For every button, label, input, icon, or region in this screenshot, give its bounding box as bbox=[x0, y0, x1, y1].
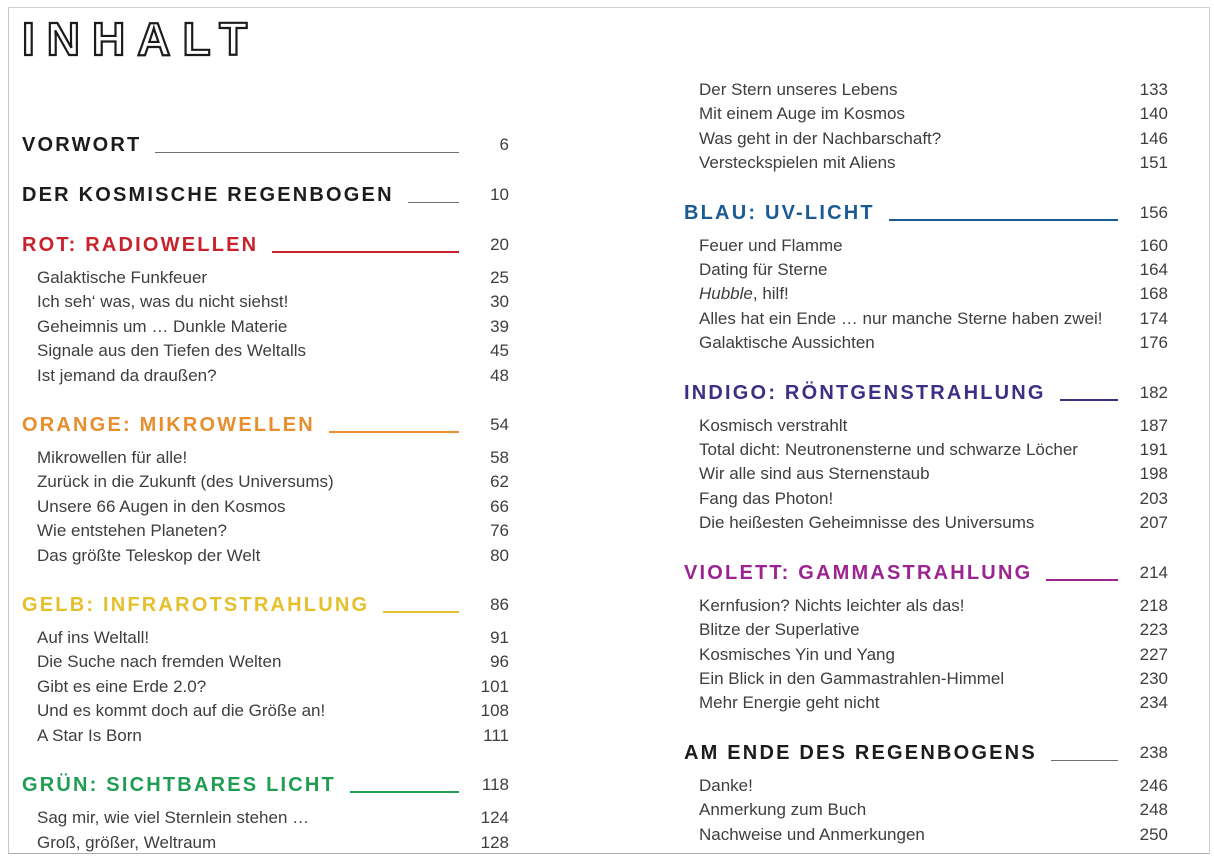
toc-entry bbox=[684, 307, 1168, 331]
page-number: 187 bbox=[1139, 415, 1168, 435]
toc-entry bbox=[22, 470, 509, 494]
page-number: 39 bbox=[490, 316, 509, 336]
page-number: 214 bbox=[1139, 562, 1168, 582]
toc-entry bbox=[684, 78, 1168, 102]
toc-section-heading bbox=[684, 740, 1168, 766]
toc-entry bbox=[22, 495, 509, 519]
toc-section bbox=[22, 132, 509, 158]
page-number: 223 bbox=[1139, 620, 1168, 640]
leader-line bbox=[383, 611, 459, 613]
section-title: DER KOSMISCHE REGENBOGEN bbox=[22, 184, 394, 206]
toc-entry-title: Die heißesten Geheimnisse des Universums bbox=[699, 513, 1035, 533]
toc-entry-title: Und es kommt doch auf die Größe an! bbox=[37, 701, 326, 721]
page-number: 91 bbox=[490, 628, 509, 648]
toc-entry bbox=[22, 290, 509, 314]
toc-entry-title: Alles hat ein Ende … nur manche Sterne haben zwei! bbox=[699, 308, 1103, 328]
page-number: 20 bbox=[490, 235, 509, 254]
toc-section-heading bbox=[684, 560, 1168, 586]
leader-line bbox=[155, 152, 459, 153]
toc-entry-title: Die Suche nach fremden Welten bbox=[37, 652, 282, 672]
page-number: 218 bbox=[1139, 595, 1168, 615]
toc-entry bbox=[22, 806, 509, 830]
toc-entry-title: Der Stern unseres Lebens bbox=[699, 80, 898, 99]
leader-line bbox=[350, 791, 459, 793]
page-number: 227 bbox=[1139, 644, 1168, 664]
toc-section bbox=[22, 772, 509, 855]
section-title: ORANGE: MIKROWELLEN bbox=[22, 414, 315, 437]
toc-entry bbox=[22, 724, 509, 748]
page-number: 118 bbox=[481, 775, 509, 795]
toc-entry bbox=[22, 699, 509, 723]
toc-entry bbox=[684, 282, 1168, 306]
toc-column-right bbox=[684, 78, 1168, 847]
toc-section-heading bbox=[22, 182, 509, 208]
page-number: 182 bbox=[1139, 382, 1168, 402]
toc-entry-title: Galaktische Aussichten bbox=[699, 333, 875, 353]
toc-entry bbox=[22, 364, 509, 388]
toc-entry bbox=[684, 667, 1168, 691]
page-number: 76 bbox=[490, 521, 509, 541]
toc-entry bbox=[684, 823, 1168, 847]
toc-entry-title: Mit einem Auge im Kosmos bbox=[699, 104, 905, 124]
page-number: 246 bbox=[1139, 775, 1168, 795]
page-number: 238 bbox=[1139, 742, 1168, 762]
toc-entry bbox=[22, 315, 509, 339]
toc-entry bbox=[684, 234, 1168, 258]
page-number: 146 bbox=[1139, 128, 1168, 148]
toc-section-heading bbox=[684, 200, 1168, 226]
page-number: 10 bbox=[490, 185, 509, 204]
page-number: 6 bbox=[499, 135, 509, 154]
toc-section bbox=[684, 380, 1168, 536]
toc-entry bbox=[684, 102, 1168, 126]
toc-entry bbox=[684, 438, 1168, 462]
page-number: 54 bbox=[490, 415, 509, 435]
toc-entry bbox=[684, 618, 1168, 642]
page-number: 234 bbox=[1139, 693, 1168, 713]
page-number: 30 bbox=[490, 292, 509, 312]
page-number: 176 bbox=[1139, 333, 1168, 353]
leader-line bbox=[889, 219, 1118, 221]
page-number: 198 bbox=[1139, 464, 1168, 484]
toc-section-heading bbox=[22, 772, 509, 798]
section-title: INDIGO: RÖNTGENSTRAHLUNG bbox=[684, 381, 1046, 404]
page-number: 203 bbox=[1139, 488, 1168, 508]
toc-entry bbox=[684, 643, 1168, 667]
toc-entry-title: Zurück in die Zukunft (des Universums) bbox=[37, 472, 334, 492]
section-title: VORWORT bbox=[22, 134, 142, 156]
page-number: 86 bbox=[490, 595, 509, 615]
section-title: GELB: INFRAROTSTRAHLUNG bbox=[22, 594, 370, 617]
toc-entry bbox=[22, 519, 509, 543]
toc-entry-title: Feuer und Flamme bbox=[699, 235, 843, 255]
toc-entry-title: Mikrowellen für alle! bbox=[37, 448, 188, 468]
page-number: 140 bbox=[1139, 104, 1168, 124]
toc-entry-title: Kosmisch verstrahlt bbox=[699, 415, 848, 435]
toc-section bbox=[684, 200, 1168, 356]
toc-entry-title: Sag mir, wie viel Sternlein stehen … bbox=[37, 808, 310, 828]
section-title: AM ENDE DES REGENBOGENS bbox=[684, 741, 1037, 764]
page-number: 62 bbox=[490, 472, 509, 492]
toc-entry-title: Kernfusion? Nichts leichter als das! bbox=[699, 595, 965, 615]
page-number: 101 bbox=[480, 676, 509, 696]
toc-entry-title: Unsere 66 Augen in den Kosmos bbox=[37, 496, 286, 516]
page-number: 133 bbox=[1139, 80, 1168, 99]
page-number: 111 bbox=[483, 725, 509, 745]
toc-entry bbox=[684, 511, 1168, 535]
toc-section bbox=[684, 560, 1168, 716]
page-number: 66 bbox=[490, 496, 509, 516]
page-number: 80 bbox=[490, 545, 509, 565]
leader-line bbox=[329, 431, 459, 433]
leader-line bbox=[1060, 399, 1118, 401]
toc-entry bbox=[22, 266, 509, 290]
toc-entry-title: Total dicht: Neutronensterne und schwarze Löcher bbox=[699, 440, 1078, 460]
toc-entry bbox=[684, 331, 1168, 355]
toc-entry-title: Dating für Sterne bbox=[699, 260, 828, 280]
toc-entry bbox=[684, 774, 1168, 798]
page-number: 108 bbox=[480, 701, 509, 721]
toc-entry bbox=[684, 414, 1168, 438]
page-number: 124 bbox=[480, 808, 509, 828]
toc-entry bbox=[22, 831, 509, 855]
toc-section bbox=[22, 592, 509, 748]
toc-entry bbox=[22, 626, 509, 650]
section-title: GRÜN: SICHTBARES LICHT bbox=[22, 774, 336, 797]
leader-line bbox=[1051, 760, 1118, 761]
toc-entry-title: Blitze der Superlative bbox=[699, 620, 860, 640]
page-number: 207 bbox=[1139, 513, 1168, 533]
page-number: 45 bbox=[490, 341, 509, 361]
page-title: INHALT bbox=[22, 13, 260, 65]
toc-entry-title: Ich seh‘ was, was du nicht siehst! bbox=[37, 292, 289, 312]
toc-entry bbox=[684, 462, 1168, 486]
toc-entry bbox=[22, 446, 509, 470]
toc-entry bbox=[684, 691, 1168, 715]
page-number: 48 bbox=[490, 365, 509, 385]
page-number: 250 bbox=[1139, 824, 1168, 844]
toc-entry-title: Versteckspielen mit Aliens bbox=[699, 153, 896, 173]
toc-entry bbox=[684, 258, 1168, 282]
section-title: VIOLETT: GAMMASTRAHLUNG bbox=[684, 561, 1033, 584]
toc-entry-title: Anmerkung zum Buch bbox=[699, 800, 867, 820]
page-number: 168 bbox=[1139, 284, 1168, 304]
toc-entry bbox=[684, 798, 1168, 822]
toc-entry-title: Das größte Teleskop der Welt bbox=[37, 545, 261, 565]
toc-section bbox=[22, 412, 509, 568]
toc-section-heading bbox=[684, 380, 1168, 406]
page-number: 58 bbox=[490, 448, 509, 468]
toc-entry-title: Mehr Energie geht nicht bbox=[699, 693, 880, 713]
toc-entry-title: Gibt es eine Erde 2.0? bbox=[37, 676, 207, 696]
page-number: 151 bbox=[1139, 153, 1168, 173]
toc-entry-title: Nachweise und Anmerkungen bbox=[699, 824, 925, 844]
toc-entry-title: Wie entstehen Planeten? bbox=[37, 521, 227, 541]
toc-entry-title: Galaktische Funkfeuer bbox=[37, 268, 208, 287]
page-number: 174 bbox=[1139, 308, 1168, 328]
toc-entry bbox=[22, 650, 509, 674]
toc-section-heading bbox=[22, 232, 509, 258]
page-number: 248 bbox=[1139, 800, 1168, 820]
toc-entry bbox=[684, 487, 1168, 511]
toc-section bbox=[22, 232, 509, 388]
toc-entry bbox=[22, 675, 509, 699]
section-title: BLAU: UV-LICHT bbox=[684, 201, 875, 224]
toc-entry-title: Fang das Photon! bbox=[699, 488, 834, 508]
leader-line bbox=[1046, 579, 1118, 581]
toc-entry bbox=[684, 594, 1168, 618]
toc-entry bbox=[22, 339, 509, 363]
page-number: 25 bbox=[490, 268, 509, 287]
toc-entry-title: Groß, größer, Weltraum bbox=[37, 832, 217, 852]
toc-entry-title: Wir alle sind aus Sternenstaub bbox=[699, 464, 930, 484]
toc-entry-title: Signale aus den Tiefen des Weltalls bbox=[37, 341, 307, 361]
toc-section-heading bbox=[22, 132, 509, 158]
toc-entry-title: Kosmisches Yin und Yang bbox=[699, 644, 895, 664]
toc-section bbox=[684, 78, 1168, 176]
page-number: 191 bbox=[1139, 440, 1168, 460]
toc-entry-title: Hubble, hilf! bbox=[699, 284, 789, 304]
toc-section-heading bbox=[22, 592, 509, 618]
leader-line bbox=[272, 251, 459, 253]
section-title: ROT: RADIOWELLEN bbox=[22, 234, 259, 256]
toc-section bbox=[684, 740, 1168, 847]
toc-entry bbox=[22, 544, 509, 568]
toc-entry bbox=[684, 127, 1168, 151]
toc-entry-title: Was geht in der Nachbarschaft? bbox=[699, 128, 942, 148]
toc-section-heading bbox=[22, 412, 509, 438]
leader-line bbox=[408, 202, 459, 203]
toc-entry-title: Danke! bbox=[699, 775, 753, 795]
toc-column-left bbox=[22, 14, 509, 855]
toc-entry-title: Geheimnis um … Dunkle Materie bbox=[37, 316, 288, 336]
page-number: 96 bbox=[490, 652, 509, 672]
toc-section bbox=[22, 182, 509, 208]
page-number: 128 bbox=[480, 832, 509, 852]
toc-entry-title: Ein Blick in den Gammastrahlen-Himmel bbox=[699, 668, 1005, 688]
page-number: 164 bbox=[1139, 260, 1168, 280]
toc-entry-title: Auf ins Weltall! bbox=[37, 628, 150, 648]
toc-entry-title: A Star Is Born bbox=[37, 725, 142, 745]
toc-entry bbox=[684, 151, 1168, 175]
toc-entry-title: Ist jemand da draußen? bbox=[37, 365, 217, 385]
page-number: 160 bbox=[1139, 235, 1168, 255]
page-number: 230 bbox=[1139, 668, 1168, 688]
page-number: 156 bbox=[1139, 202, 1168, 222]
